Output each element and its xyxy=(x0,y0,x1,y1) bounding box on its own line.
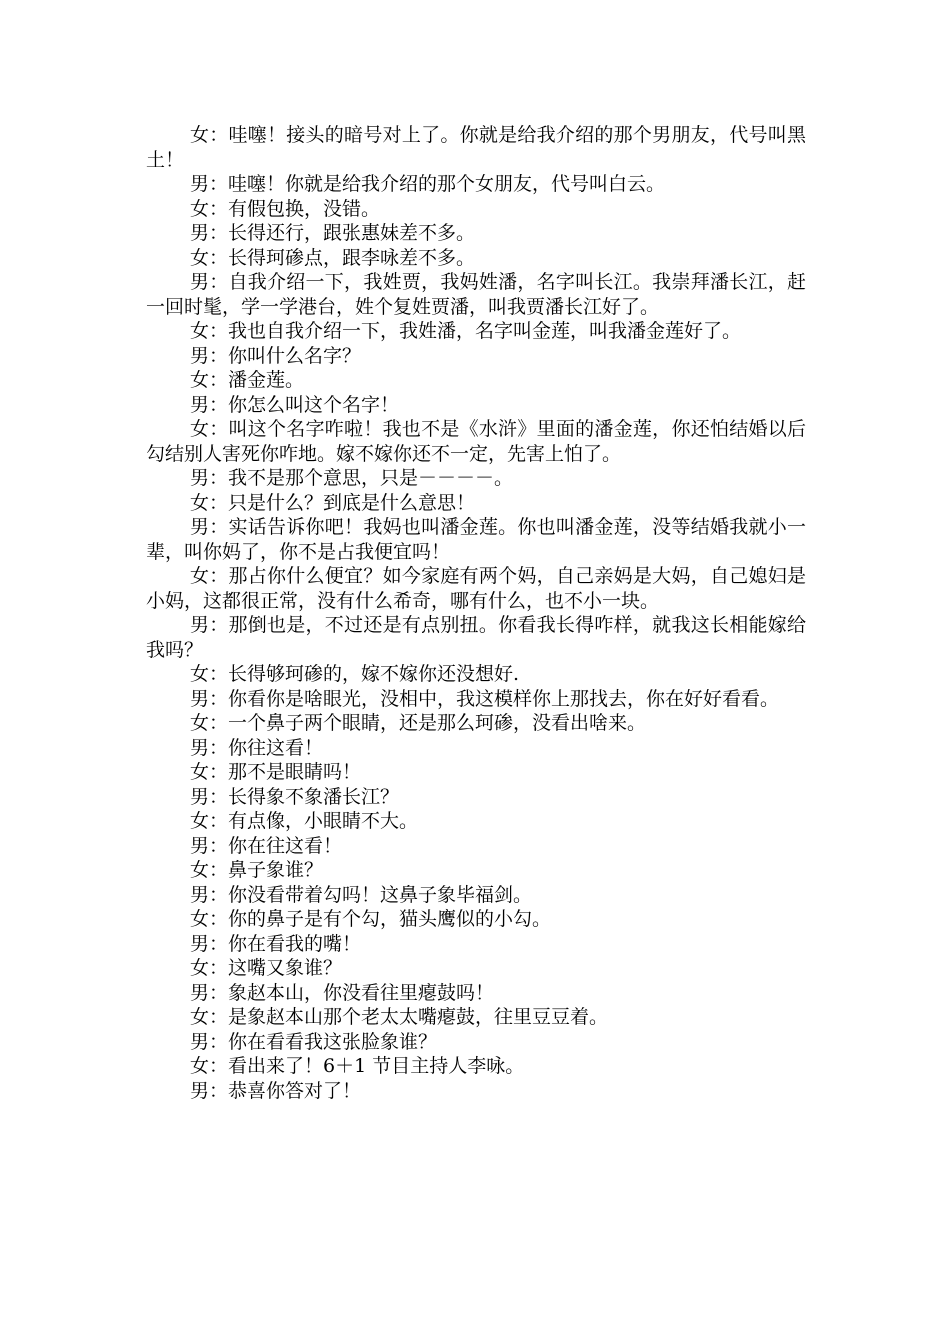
dialogue-paragraph: 女：你的鼻子是有个勾，猫头鹰似的小勾。 xyxy=(190,908,552,930)
dialogue-paragraph: 女：那不是眼睛吗！ xyxy=(190,761,362,783)
dialogue-paragraph: 男：长得还行，跟张惠妹差不多。 xyxy=(190,222,476,244)
dialogue-paragraph: 男：恭喜你答对了！ xyxy=(190,1079,362,1102)
dialogue-paragraph: 男：哇噻！你就是给我介绍的那个女朋友，代号叫白云。 xyxy=(190,173,666,195)
dialogue-paragraph: 男：你叫什么名字？ xyxy=(190,344,362,367)
dialogue-paragraph: 男：你在看看我这张脸象谁？ xyxy=(190,1030,438,1053)
dialogue-paragraph: 男：你往这看！ xyxy=(190,736,324,759)
dialogue-paragraph: 男：你在往这看！ xyxy=(190,834,343,857)
dialogue-paragraph: 女：是象赵本山那个老太太嘴瘪鼓，往里豆豆着。 xyxy=(190,1006,609,1028)
dialogue-paragraph: 女：叫这个名字咋啦！我也不是《水浒》里面的潘金莲，你还怕结婚以后勾结别人害死你咋地。嫁不嫁你还不一定，先害上怕了。 xyxy=(146,418,806,465)
dialogue-paragraph: 男：象赵本山，你没看往里瘪鼓吗！ xyxy=(190,981,495,1004)
dialogue-paragraph: 女：有点像，小眼睛不大。 xyxy=(190,810,419,832)
dialogue-paragraph: 男：那倒也是，不过还是有点别扭。你看我长得咋样，就我这长相能嫁给我吗？ xyxy=(146,614,806,661)
dialogue-paragraph: 女：长得珂碜点，跟李咏差不多。 xyxy=(190,246,476,269)
dialogue-paragraph: 男：实话告诉你吧！我妈也叫潘金莲。你也叫潘金莲，没等结婚我就小一辈，叫你妈了，你不是占我便宜吗！ xyxy=(146,516,806,563)
dialogue-paragraph: 男：我不是那个意思，只是－－－－。 xyxy=(190,467,514,489)
dialogue-paragraph: 女：那占你什么便宜？如今家庭有两个妈，自己亲妈是大妈，自己媳妇是小妈，这都很正常，没有什么希奇，哪有什么，也不小一块。 xyxy=(146,565,806,612)
dialogue-paragraph: 女：看出来了！6＋1 节目主持人李咏。 xyxy=(190,1055,525,1077)
dialogue-paragraph: 男：你怎么叫这个名字！ xyxy=(190,393,400,416)
dialogue-paragraph: 女：只是什么？到底是什么意思！ xyxy=(190,491,476,514)
dialogue-paragraph: 男：你看你是啥眼光，没相中，我这模样你上那找去，你在好好看看。 xyxy=(190,687,780,710)
dialogue-paragraph: 女：有假包换，没错。 xyxy=(190,197,381,220)
dialogue-paragraph: 女：我也自我介绍一下，我姓潘，名字叫金莲，叫我潘金莲好了。 xyxy=(190,320,742,342)
dialogue-paragraph: 女：长得够珂碜的，嫁不嫁你还没想好. xyxy=(190,663,520,685)
dialogue-paragraph: 男：你没看带着勾吗！这鼻子象毕福剑。 xyxy=(190,883,533,906)
dialogue-paragraph: 女：一个鼻子两个眼睛，还是那么珂碜，没看出啥来。 xyxy=(190,712,647,734)
dialogue-paragraph: 男：自我介绍一下，我姓贾，我妈姓潘，名字叫长江。我崇拜潘长江，赶一回时髦，学一学港台，姓个复姓贾潘，叫我贾潘长江好了。 xyxy=(146,271,806,318)
dialogue-paragraph: 女：潘金莲。 xyxy=(190,369,305,391)
dialogue-paragraph: 女：哇噻！接头的暗号对上了。你就是给我介绍的那个男朋友，代号叫黑土！ xyxy=(146,124,806,171)
dialogue-paragraph: 男：长得象不象潘长江？ xyxy=(190,785,400,808)
dialogue-body xyxy=(146,123,806,1103)
dialogue-paragraph: 男：你在看我的嘴！ xyxy=(190,932,362,955)
dialogue-paragraph: 女：鼻子象谁？ xyxy=(190,859,324,881)
dialogue-paragraph: 女：这嘴又象谁？ xyxy=(190,957,343,979)
